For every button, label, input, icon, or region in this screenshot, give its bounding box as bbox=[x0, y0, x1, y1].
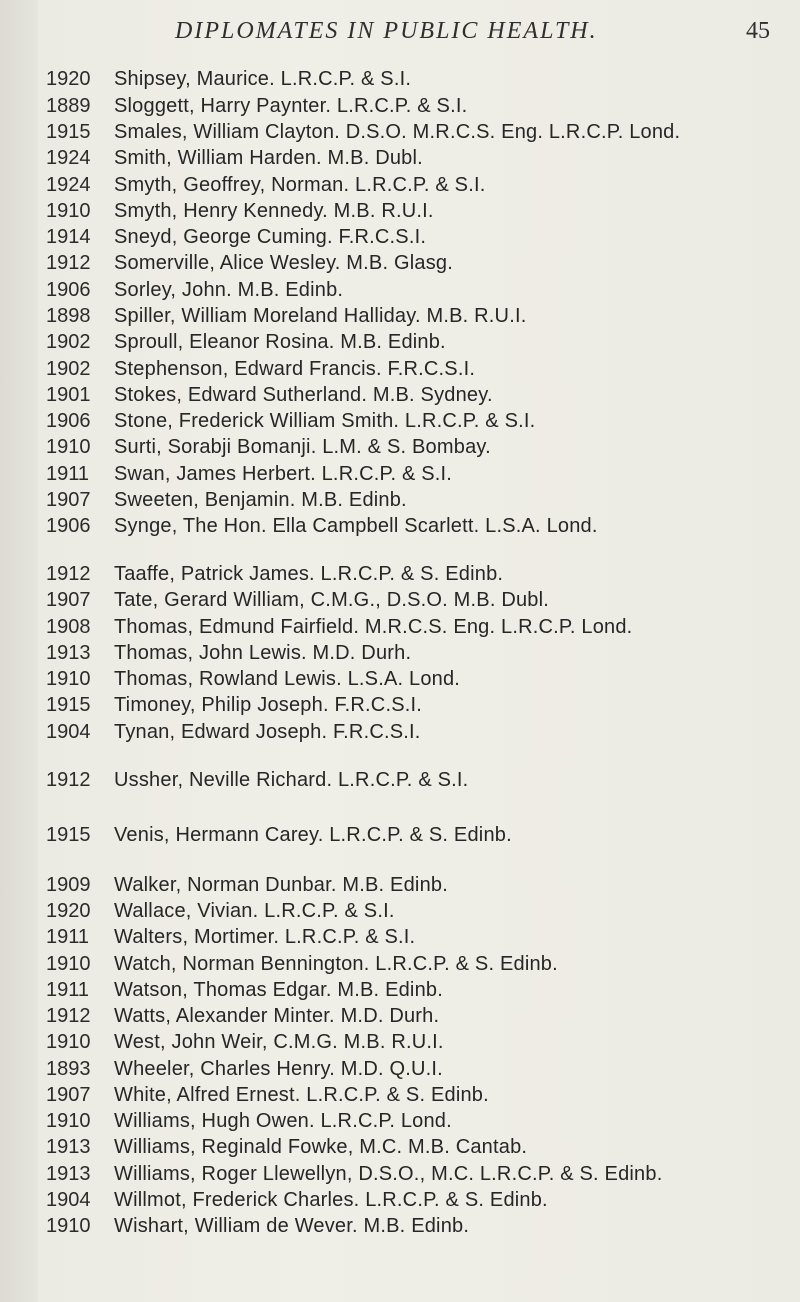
entry-name: Thomas, John Lewis. M.D. Durh. bbox=[114, 642, 412, 664]
entry-name: Smyth, Geoffrey, Norman. L.R.C.P. & S.I. bbox=[114, 174, 486, 196]
entry-name: Wishart, William de Wever. M.B. Edinb. bbox=[114, 1215, 470, 1237]
entry-year: 1893 bbox=[46, 1058, 91, 1080]
entry-year: 1924 bbox=[46, 147, 91, 169]
entry-year: 1910 bbox=[46, 200, 91, 222]
entry-name: Thomas, Rowland Lewis. L.S.A. Lond. bbox=[114, 668, 461, 690]
entry-name: Sloggett, Harry Paynter. L.R.C.P. & S.I. bbox=[114, 95, 468, 117]
list-item bbox=[0, 1003, 800, 1029]
list-item bbox=[0, 561, 800, 587]
entry-year: 1924 bbox=[46, 174, 91, 196]
entry-name: Venis, Hermann Carey. L.R.C.P. & S. Edinb. bbox=[114, 824, 512, 846]
entry-year: 1910 bbox=[46, 436, 91, 458]
entry-year: 1910 bbox=[46, 1110, 91, 1132]
list-item bbox=[0, 924, 800, 950]
entry-year: 1911 bbox=[46, 979, 90, 1001]
entry-year: 1915 bbox=[46, 694, 91, 716]
list-item bbox=[0, 513, 800, 539]
entry-year: 1910 bbox=[46, 1215, 91, 1237]
entry-name: Sweeten, Benjamin. M.B. Edinb. bbox=[114, 489, 407, 511]
entry-year: 1910 bbox=[46, 953, 91, 975]
entry-year: 1915 bbox=[46, 824, 91, 846]
entry-year: 1898 bbox=[46, 305, 91, 327]
entry-year: 1908 bbox=[46, 616, 91, 638]
entry-year: 1914 bbox=[46, 226, 91, 248]
list-item bbox=[0, 224, 800, 250]
entry-name: Smales, William Clayton. D.S.O. M.R.C.S. Eng. L.R.C.P. Lond. bbox=[114, 121, 681, 143]
entry-year: 1906 bbox=[46, 279, 91, 301]
list-item bbox=[0, 1187, 800, 1213]
entry-year: 1904 bbox=[46, 1189, 91, 1211]
list-item bbox=[0, 461, 800, 487]
list-item bbox=[0, 872, 800, 898]
list-item bbox=[0, 172, 800, 198]
entry-year: 1911 bbox=[46, 926, 90, 948]
entry-year: 1913 bbox=[46, 642, 91, 664]
entry-year: 1907 bbox=[46, 589, 91, 611]
entry-name: Willmot, Frederick Charles. L.R.C.P. & S. Edinb. bbox=[114, 1189, 548, 1211]
list-item bbox=[0, 587, 800, 613]
list-item bbox=[0, 1056, 800, 1082]
list-item bbox=[0, 408, 800, 434]
page-number: 45 bbox=[746, 18, 770, 44]
entry-year: 1902 bbox=[46, 358, 91, 380]
list-item bbox=[0, 1161, 800, 1187]
entry-name: White, Alfred Ernest. L.R.C.P. & S. Edinb. bbox=[114, 1084, 489, 1106]
entry-name: Timoney, Philip Joseph. F.R.C.S.I. bbox=[114, 694, 423, 716]
entry-year: 1906 bbox=[46, 515, 91, 537]
entry-name: Spiller, William Moreland Halliday. M.B. R.U.I. bbox=[114, 305, 527, 327]
entry-name: Williams, Roger Llewellyn, D.S.O., M.C. L.R.C.P. & S. Edinb. bbox=[114, 1163, 663, 1185]
list-item bbox=[0, 277, 800, 303]
entry-name: Stephenson, Edward Francis. F.R.C.S.I. bbox=[114, 358, 476, 380]
entry-name: Stone, Frederick William Smith. L.R.C.P. & S.I. bbox=[114, 410, 536, 432]
entry-year: 1909 bbox=[46, 874, 91, 896]
entry-name: Smyth, Henry Kennedy. M.B. R.U.I. bbox=[114, 200, 434, 222]
list-item bbox=[0, 1082, 800, 1108]
entry-name: Sneyd, George Cuming. F.R.C.S.I. bbox=[114, 226, 427, 248]
list-item bbox=[0, 951, 800, 977]
list-item bbox=[0, 614, 800, 640]
entry-name: Ussher, Neville Richard. L.R.C.P. & S.I. bbox=[114, 769, 469, 791]
list-item bbox=[0, 640, 800, 666]
entry-year: 1910 bbox=[46, 1031, 91, 1053]
list-item bbox=[0, 145, 800, 171]
entry-year: 1902 bbox=[46, 331, 91, 353]
list-item bbox=[0, 356, 800, 382]
list-item bbox=[0, 303, 800, 329]
list-item bbox=[0, 666, 800, 692]
entry-name: Watson, Thomas Edgar. M.B. Edinb. bbox=[114, 979, 443, 1001]
entry-year: 1912 bbox=[46, 563, 91, 585]
entry-year: 1904 bbox=[46, 721, 91, 743]
entry-name: Smith, William Harden. M.B. Dubl. bbox=[114, 147, 423, 169]
running-title: DIPLOMATES IN PUBLIC HEALTH. bbox=[175, 18, 598, 44]
list-item bbox=[0, 977, 800, 1003]
entry-year: 1915 bbox=[46, 121, 91, 143]
entry-year: 1920 bbox=[46, 900, 91, 922]
list-item bbox=[0, 119, 800, 145]
entry-name: Sproull, Eleanor Rosina. M.B. Edinb. bbox=[114, 331, 446, 353]
entry-name: Williams, Reginald Fowke, M.C. M.B. Cantab. bbox=[114, 1136, 528, 1158]
entry-year: 1912 bbox=[46, 252, 91, 274]
list-item bbox=[0, 1029, 800, 1055]
entry-year: 1913 bbox=[46, 1163, 91, 1185]
list-item bbox=[0, 487, 800, 513]
entry-name: Swan, James Herbert. L.R.C.P. & S.I. bbox=[114, 463, 453, 485]
list-item bbox=[0, 767, 800, 793]
entry-year: 1889 bbox=[46, 95, 91, 117]
list-item bbox=[0, 1108, 800, 1134]
list-item bbox=[0, 692, 800, 718]
list-item bbox=[0, 66, 800, 92]
entry-name: Tynan, Edward Joseph. F.R.C.S.I. bbox=[114, 721, 421, 743]
entry-name: Taaffe, Patrick James. L.R.C.P. & S. Edinb. bbox=[114, 563, 504, 585]
entry-name: Tate, Gerard William, C.M.G., D.S.O. M.B. Dubl. bbox=[114, 589, 550, 611]
entry-year: 1907 bbox=[46, 1084, 91, 1106]
entry-name: Synge, The Hon. Ella Campbell Scarlett. L.S.A. Lond. bbox=[114, 515, 598, 537]
entry-name: Surti, Sorabji Bomanji. L.M. & S. Bombay. bbox=[114, 436, 491, 458]
list-item bbox=[0, 382, 800, 408]
entry-year: 1920 bbox=[46, 68, 91, 90]
entry-year: 1911 bbox=[46, 463, 90, 485]
list-item bbox=[0, 329, 800, 355]
entry-year: 1901 bbox=[46, 384, 91, 406]
entry-name: Somerville, Alice Wesley. M.B. Glasg. bbox=[114, 252, 453, 274]
entry-name: Shipsey, Maurice. L.R.C.P. & S.I. bbox=[114, 68, 412, 90]
entry-name: Watch, Norman Bennington. L.R.C.P. & S. Edinb. bbox=[114, 953, 558, 975]
entry-name: Thomas, Edmund Fairfield. M.R.C.S. Eng. L.R.C.P. Lond. bbox=[114, 616, 633, 638]
entry-name: Watts, Alexander Minter. M.D. Durh. bbox=[114, 1005, 440, 1027]
list-item bbox=[0, 198, 800, 224]
entry-year: 1913 bbox=[46, 1136, 91, 1158]
entry-year: 1907 bbox=[46, 489, 91, 511]
entry-name: Wheeler, Charles Henry. M.D. Q.U.I. bbox=[114, 1058, 443, 1080]
list-item bbox=[0, 898, 800, 924]
entry-name: West, John Weir, C.M.G. M.B. R.U.I. bbox=[114, 1031, 444, 1053]
entry-year: 1910 bbox=[46, 668, 91, 690]
list-item bbox=[0, 1134, 800, 1160]
list-item bbox=[0, 250, 800, 276]
entry-year: 1906 bbox=[46, 410, 91, 432]
entry-name: Walters, Mortimer. L.R.C.P. & S.I. bbox=[114, 926, 416, 948]
list-item bbox=[0, 434, 800, 460]
list-item bbox=[0, 1213, 800, 1239]
entry-name: Wallace, Vivian. L.R.C.P. & S.I. bbox=[114, 900, 395, 922]
entry-year: 1912 bbox=[46, 769, 91, 791]
list-item bbox=[0, 822, 800, 848]
entry-name: Walker, Norman Dunbar. M.B. Edinb. bbox=[114, 874, 448, 896]
entry-year: 1912 bbox=[46, 1005, 91, 1027]
list-item bbox=[0, 719, 800, 745]
entry-name: Sorley, John. M.B. Edinb. bbox=[114, 279, 344, 301]
list-item bbox=[0, 93, 800, 119]
entry-name: Stokes, Edward Sutherland. M.B. Sydney. bbox=[114, 384, 493, 406]
entry-name: Williams, Hugh Owen. L.R.C.P. Lond. bbox=[114, 1110, 452, 1132]
